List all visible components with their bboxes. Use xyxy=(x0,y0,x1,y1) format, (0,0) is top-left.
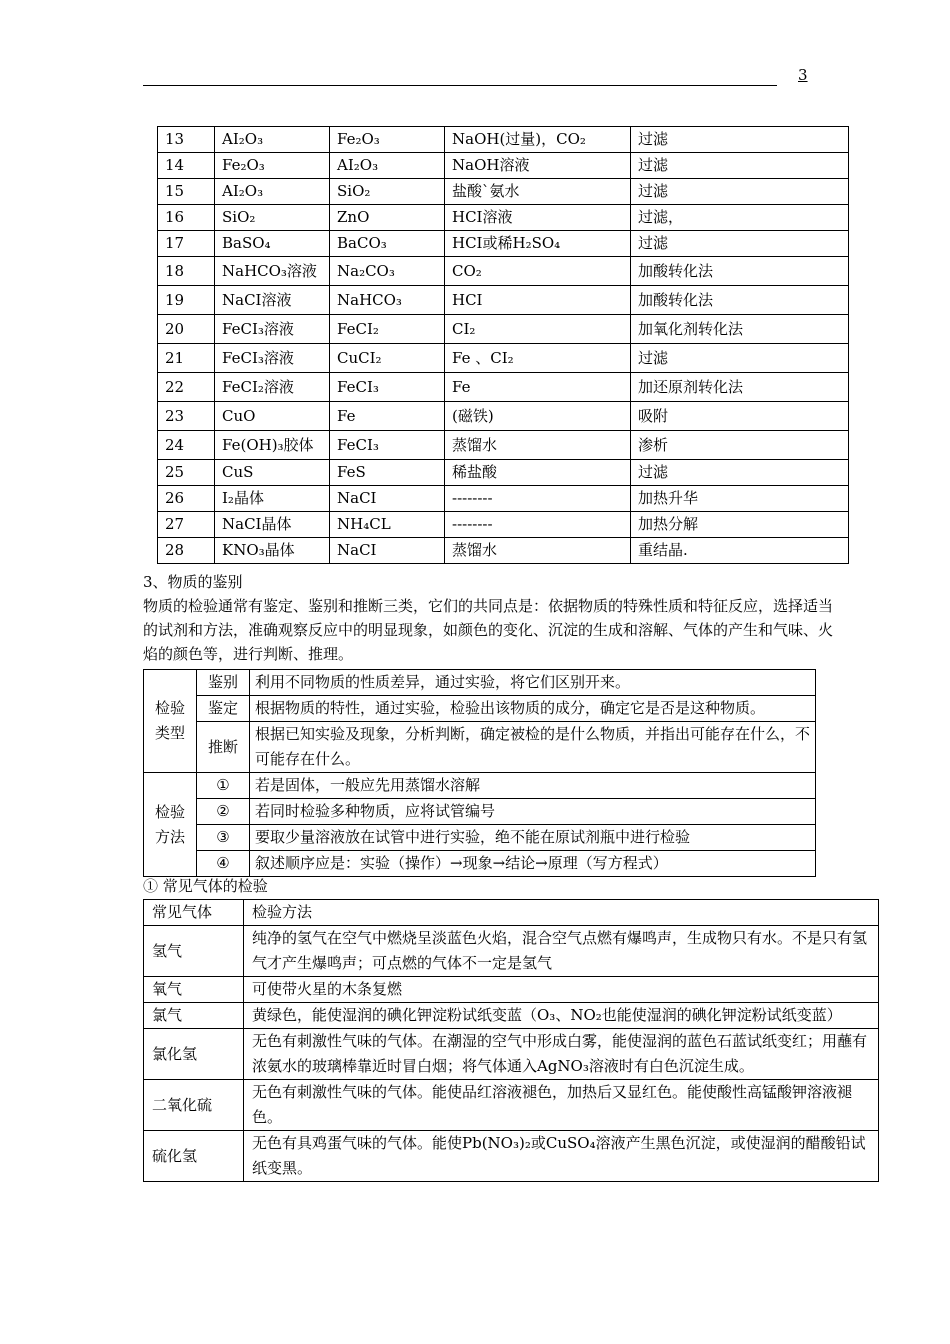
separation-row xyxy=(158,538,849,564)
separation-cell-substance: Fe₂O₃ xyxy=(215,153,330,179)
separation-cell-method: 加热分解 xyxy=(631,512,849,538)
separation-cell-method: 重结晶. xyxy=(631,538,849,564)
separation-cell-reagent: HCI溶液 xyxy=(445,205,631,231)
gas-row xyxy=(144,1029,879,1080)
gas-row xyxy=(144,1080,879,1131)
inspection-method-desc: 若是固体，一般应先用蒸馏水溶解 xyxy=(250,773,816,799)
separation-cell-no: 21 xyxy=(158,344,215,373)
separation-cell-reagent: CO₂ xyxy=(445,257,631,286)
gas-row xyxy=(144,1003,879,1029)
separation-cell-reagent: NaOH(过量)，CO₂ xyxy=(445,127,631,153)
inspection-method-mark: ③ xyxy=(197,825,250,851)
separation-cell-impurity: BaCO₃ xyxy=(330,231,445,257)
separation-cell-reagent: CI₂ xyxy=(445,315,631,344)
separation-cell-method: 过滤 xyxy=(631,179,849,205)
inspection-type-row xyxy=(144,696,816,722)
separation-cell-substance: NaCI晶体 xyxy=(215,512,330,538)
separation-table xyxy=(157,126,849,564)
section-title: 3、物质的鉴别 xyxy=(143,573,243,591)
gas-detection-table xyxy=(143,899,879,1182)
separation-cell-no: 26 xyxy=(158,486,215,512)
separation-cell-no: 15 xyxy=(158,179,215,205)
gas-row xyxy=(144,977,879,1003)
inspection-type-name: 鉴定 xyxy=(197,696,250,722)
separation-cell-no: 22 xyxy=(158,373,215,402)
page-number: 3 xyxy=(798,66,808,84)
separation-row xyxy=(158,286,849,315)
inspection-type-name: 鉴别 xyxy=(197,670,250,696)
inspection-method-desc: 叙述顺序应是：实验（操作）→现象→结论→原理（写方程式） xyxy=(250,851,816,877)
separation-cell-substance: CuO xyxy=(215,402,330,431)
separation-row xyxy=(158,344,849,373)
separation-cell-substance: KNO₃晶体 xyxy=(215,538,330,564)
separation-cell-method: 吸附 xyxy=(631,402,849,431)
separation-row xyxy=(158,373,849,402)
separation-row xyxy=(158,205,849,231)
separation-cell-substance: NaCI溶液 xyxy=(215,286,330,315)
inspection-type-desc: 根据已知实验及现象，分析判断，确定被检的是什么物质，并指出可能存在什么，不可能存在什么。 xyxy=(250,722,816,773)
separation-cell-reagent: 稀盐酸 xyxy=(445,460,631,486)
separation-cell-no: 25 xyxy=(158,460,215,486)
separation-cell-method: 加酸转化法 xyxy=(631,286,849,315)
separation-cell-impurity: NH₄CL xyxy=(330,512,445,538)
inspection-method-row xyxy=(144,851,816,877)
separation-cell-substance: AI₂O₃ xyxy=(215,127,330,153)
separation-cell-reagent: -------- xyxy=(445,486,631,512)
header-rule xyxy=(143,85,777,86)
method-column-header: 检验方法 xyxy=(244,900,879,926)
gas-row xyxy=(144,926,879,977)
separation-cell-impurity: NaCI xyxy=(330,486,445,512)
separation-cell-method: 加热升华 xyxy=(631,486,849,512)
separation-cell-method: 加还原剂转化法 xyxy=(631,373,849,402)
separation-cell-substance: BaSO₄ xyxy=(215,231,330,257)
gas-method: 可使带火星的木条复燃 xyxy=(244,977,879,1003)
separation-cell-method: 过滤 xyxy=(631,153,849,179)
separation-cell-no: 16 xyxy=(158,205,215,231)
gas-method: 无色有刺激性气味的气体。能使品红溶液褪色，加热后又显红色。能使酸性高锰酸钾溶液褪色。 xyxy=(244,1080,879,1131)
inspection-method-desc: 要取少量溶液放在试管中进行实验，绝不能在原试剂瓶中进行检验 xyxy=(250,825,816,851)
separation-cell-impurity: NaHCO₃ xyxy=(330,286,445,315)
gas-section-title: ① 常见气体的检验 xyxy=(143,877,268,895)
separation-row xyxy=(158,486,849,512)
separation-row xyxy=(158,231,849,257)
separation-cell-reagent: Fe xyxy=(445,373,631,402)
separation-cell-impurity: Fe₂O₃ xyxy=(330,127,445,153)
gas-method: 纯净的氢气在空气中燃烧呈淡蓝色火焰，混合空气点燃有爆鸣声，生成物只有水。不是只有氢气才产生爆鸣声；可点燃的气体不一定是氢气 xyxy=(244,926,879,977)
separation-cell-reagent: NaOH溶液 xyxy=(445,153,631,179)
separation-cell-reagent: 盐酸`氨水 xyxy=(445,179,631,205)
separation-cell-no: 17 xyxy=(158,231,215,257)
separation-cell-substance: Fe(OH)₃胶体 xyxy=(215,431,330,460)
separation-row xyxy=(158,315,849,344)
separation-cell-method: 过滤 xyxy=(631,231,849,257)
gas-row xyxy=(144,1131,879,1182)
separation-cell-method: 加氧化剂转化法 xyxy=(631,315,849,344)
separation-cell-impurity: ZnO xyxy=(330,205,445,231)
separation-cell-impurity: FeS xyxy=(330,460,445,486)
separation-row xyxy=(158,127,849,153)
separation-cell-no: 23 xyxy=(158,402,215,431)
inspection-type-row xyxy=(144,670,816,696)
separation-cell-substance: SiO₂ xyxy=(215,205,330,231)
separation-cell-substance: FeCI₂溶液 xyxy=(215,373,330,402)
inspection-type-row xyxy=(144,722,816,773)
inspection-type-desc: 利用不同物质的性质差异，通过实验，将它们区别开来。 xyxy=(250,670,816,696)
separation-cell-reagent: HCI xyxy=(445,286,631,315)
inspection-type-category: 检验类型 xyxy=(144,670,197,773)
separation-row xyxy=(158,460,849,486)
inspection-method-row xyxy=(144,825,816,851)
separation-row xyxy=(158,179,849,205)
gas-name: 二氧化硫 xyxy=(144,1080,244,1131)
gas-table-header-row xyxy=(144,900,879,926)
separation-cell-substance: CuS xyxy=(215,460,330,486)
separation-cell-reagent: 蒸馏水 xyxy=(445,431,631,460)
inspection-method-mark: ① xyxy=(197,773,250,799)
separation-cell-no: 20 xyxy=(158,315,215,344)
separation-cell-substance: I₂晶体 xyxy=(215,486,330,512)
separation-cell-substance: FeCI₃溶液 xyxy=(215,315,330,344)
gas-column-header: 常见气体 xyxy=(144,900,244,926)
separation-cell-substance: FeCI₃溶液 xyxy=(215,344,330,373)
separation-cell-method: 过滤 xyxy=(631,127,849,153)
separation-cell-no: 13 xyxy=(158,127,215,153)
separation-cell-substance: NaHCO₃溶液 xyxy=(215,257,330,286)
inspection-type-desc: 根据物质的特性，通过实验，检验出该物质的成分，确定它是否是这种物质。 xyxy=(250,696,816,722)
separation-cell-substance: AI₂O₃ xyxy=(215,179,330,205)
gas-method: 无色有刺激性气味的气体。在潮湿的空气中形成白雾，能使湿润的蓝色石蓝试纸变红；用蘸有浓氨水的玻璃棒靠近时冒白烟；将气体通入AgNO₃溶液时有白色沉淀生成。 xyxy=(244,1029,879,1080)
separation-cell-impurity: Na₂CO₃ xyxy=(330,257,445,286)
separation-cell-impurity: CuCI₂ xyxy=(330,344,445,373)
separation-cell-reagent: -------- xyxy=(445,512,631,538)
separation-cell-impurity: Fe xyxy=(330,402,445,431)
separation-cell-impurity: FeCI₃ xyxy=(330,373,445,402)
separation-row xyxy=(158,153,849,179)
intro-paragraph: 物质的检验通常有鉴定、鉴别和推断三类，它们的共同点是：依据物质的特殊性质和特征反应，选择适当的试剂和方法，准确观察反应中的明显现象，如颜色的变化、沉淀的生成和溶解、气体的产生和气味、火焰的颜色等，进行判断、推理。 xyxy=(143,597,834,663)
separation-row xyxy=(158,431,849,460)
separation-row xyxy=(158,402,849,431)
separation-cell-reagent: HCI或稀H₂SO₄ xyxy=(445,231,631,257)
separation-cell-no: 24 xyxy=(158,431,215,460)
separation-cell-reagent: (磁铁) xyxy=(445,402,631,431)
inspection-method-mark: ② xyxy=(197,799,250,825)
separation-cell-no: 14 xyxy=(158,153,215,179)
separation-cell-reagent: 蒸馏水 xyxy=(445,538,631,564)
gas-name: 硫化氢 xyxy=(144,1131,244,1182)
separation-cell-impurity: FeCI₂ xyxy=(330,315,445,344)
separation-cell-no: 27 xyxy=(158,512,215,538)
gas-name: 氢气 xyxy=(144,926,244,977)
separation-cell-no: 19 xyxy=(158,286,215,315)
gas-method: 黄绿色，能使湿润的碘化钾淀粉试纸变蓝（O₃、NO₂也能使湿润的碘化钾淀粉试纸变蓝） xyxy=(244,1003,879,1029)
gas-name: 氯气 xyxy=(144,1003,244,1029)
separation-cell-method: 过滤， xyxy=(631,205,849,231)
separation-cell-method: 过滤 xyxy=(631,460,849,486)
separation-row xyxy=(158,512,849,538)
gas-name: 氧气 xyxy=(144,977,244,1003)
separation-cell-impurity: SiO₂ xyxy=(330,179,445,205)
separation-cell-method: 加酸转化法 xyxy=(631,257,849,286)
inspection-type-name: 推断 xyxy=(197,722,250,773)
inspection-method-row xyxy=(144,773,816,799)
separation-cell-method: 过滤 xyxy=(631,344,849,373)
separation-row xyxy=(158,257,849,286)
separation-cell-no: 18 xyxy=(158,257,215,286)
inspection-method-row xyxy=(144,799,816,825)
inspection-method-mark: ④ xyxy=(197,851,250,877)
inspection-table xyxy=(143,669,816,877)
separation-cell-impurity: FeCI₃ xyxy=(330,431,445,460)
separation-cell-no: 28 xyxy=(158,538,215,564)
separation-cell-impurity: AI₂O₃ xyxy=(330,153,445,179)
separation-cell-impurity: NaCI xyxy=(330,538,445,564)
separation-cell-reagent: Fe 、CI₂ xyxy=(445,344,631,373)
gas-name: 氯化氢 xyxy=(144,1029,244,1080)
inspection-method-desc: 若同时检验多种物质，应将试管编号 xyxy=(250,799,816,825)
separation-cell-method: 渗析 xyxy=(631,431,849,460)
inspection-method-category: 检验方法 xyxy=(144,773,197,877)
gas-method: 无色有具鸡蛋气味的气体。能使Pb(NO₃)₂或CuSO₄溶液产生黑色沉淀，或使湿润的醋酸铅试纸变黑。 xyxy=(244,1131,879,1182)
